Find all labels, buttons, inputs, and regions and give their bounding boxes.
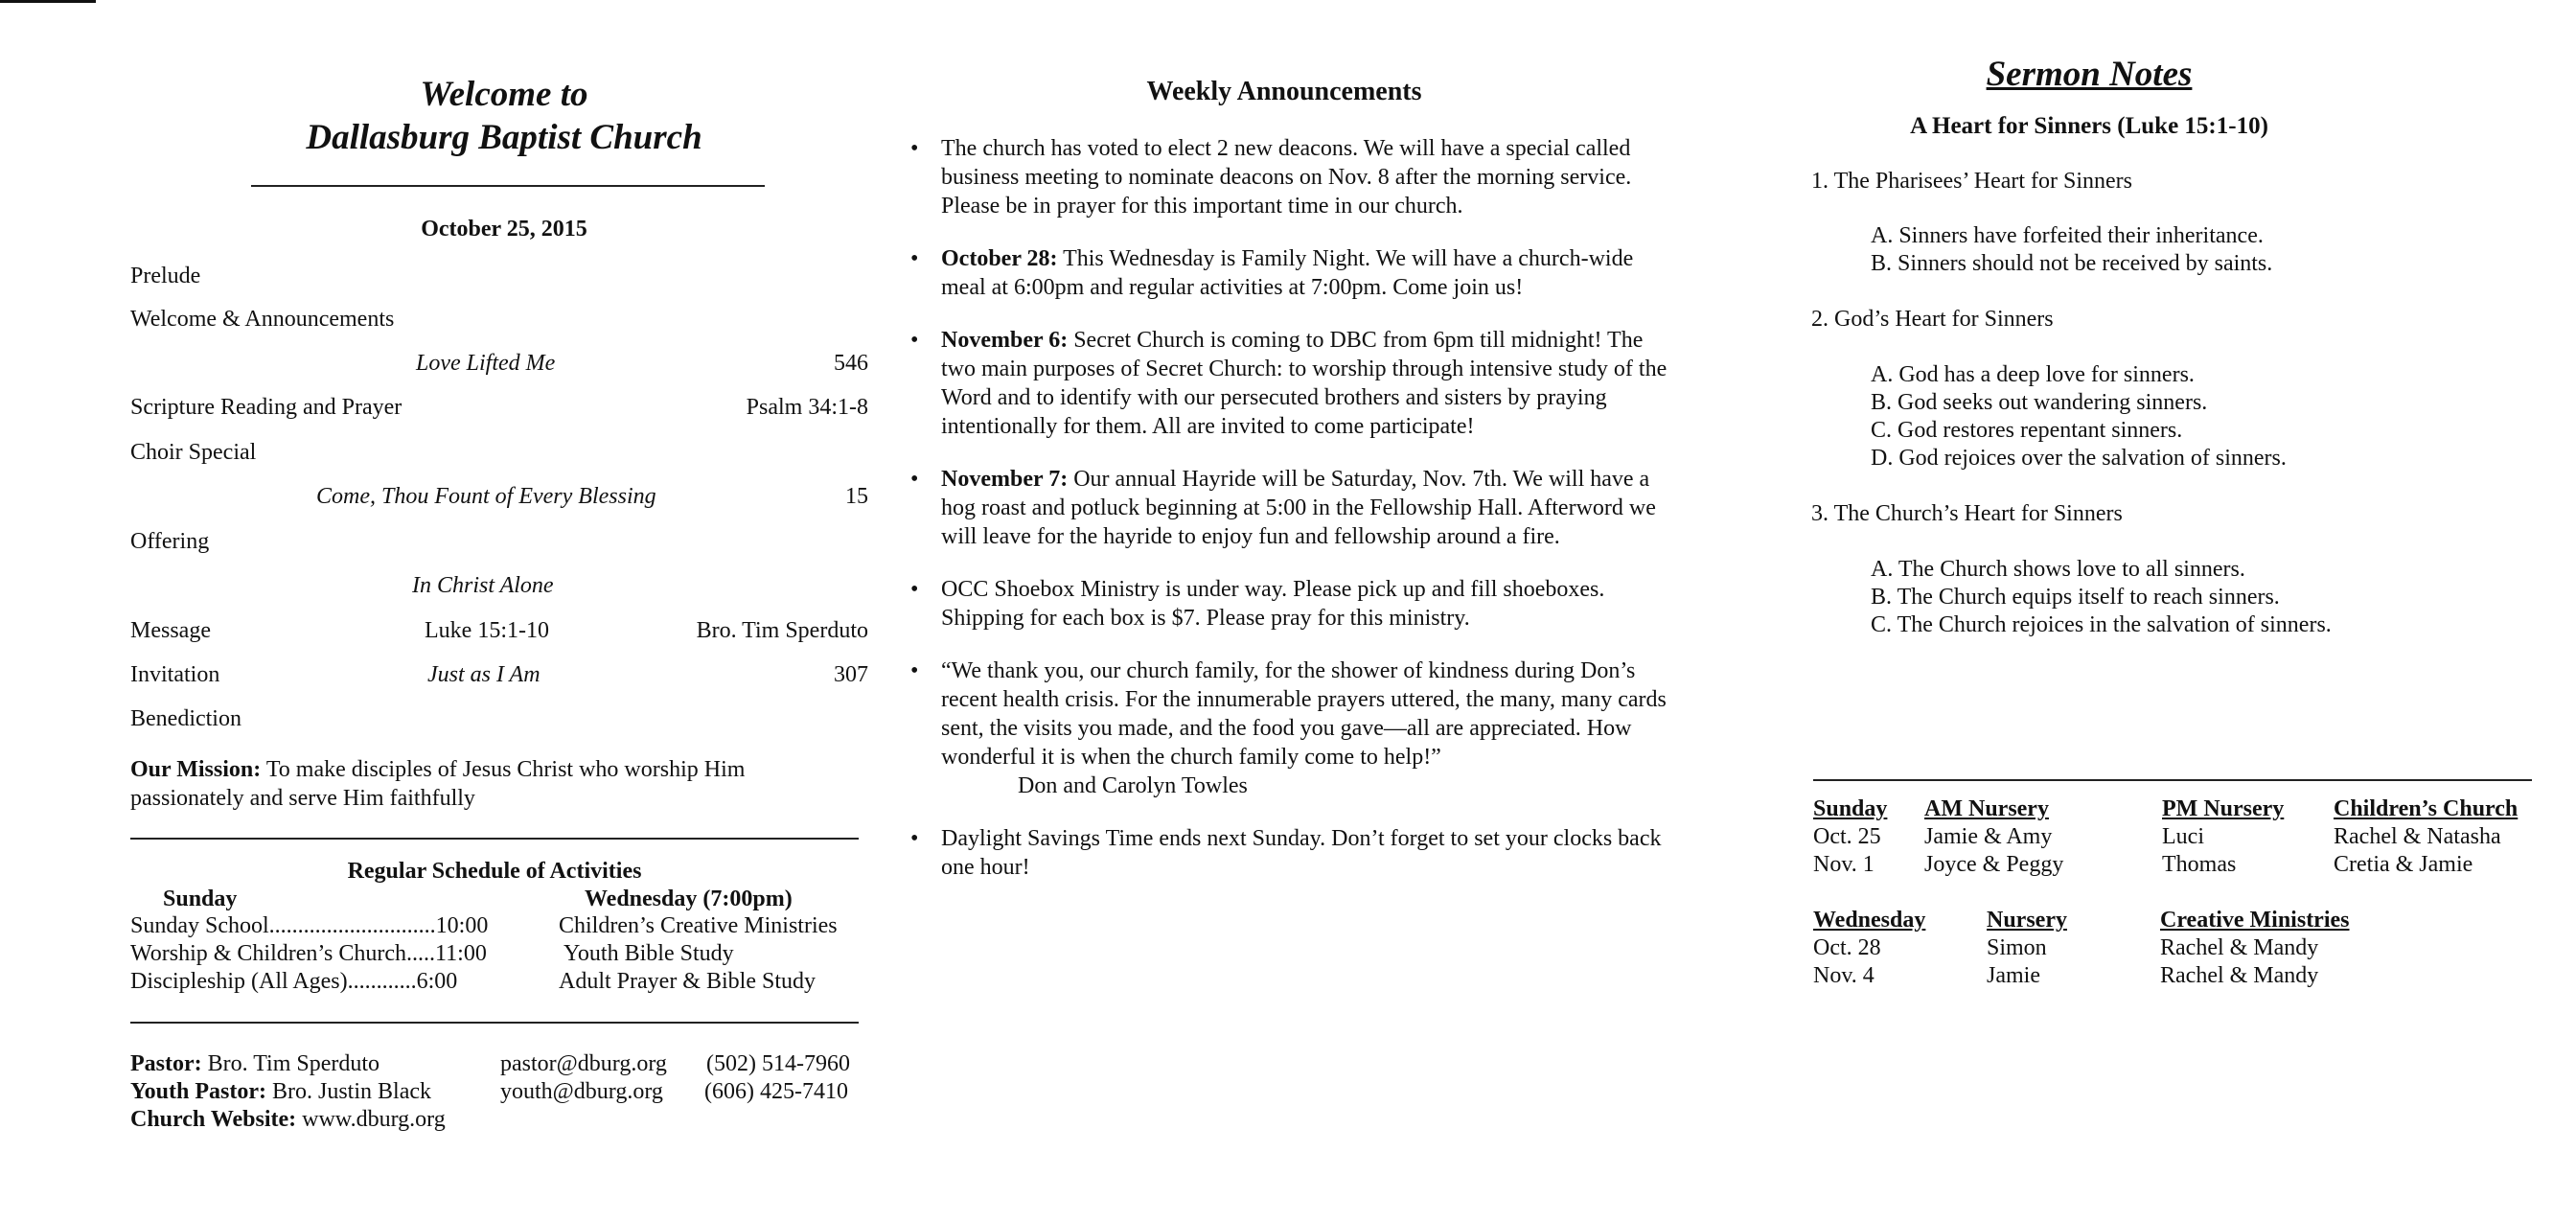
announcements-list [910, 134, 1668, 906]
service-item-invitation: Invitation [130, 662, 220, 687]
youth-pastor-email: youth@dburg.org [500, 1079, 663, 1104]
hymn-title: Come, Thou Fount of Every Blessing [316, 484, 656, 509]
hymn-title: In Christ Alone [412, 573, 554, 598]
announcements-panel [910, 0, 1677, 1221]
announcement-item [910, 134, 1668, 220]
service-item-choir: Choir Special [130, 440, 257, 465]
page-edge-mark [0, 0, 96, 3]
youth-pastor-label: Youth Pastor: [130, 1079, 266, 1104]
sermon-subtitle: A Heart for Sinners (Luke 15:1-10) [1910, 113, 2268, 139]
schedule-sunday-item: Discipleship (All Ages)............6:00 [130, 969, 458, 994]
nursery-cell: Thomas [2162, 852, 2237, 877]
nursery-cell: Rachel & Mandy [2160, 935, 2319, 960]
pastor-label: Pastor: [130, 1051, 202, 1076]
sermon-subpoint: A. Sinners have forfeited their inheritance. [1871, 223, 2264, 248]
sermon-subpoint: B. The Church equips itself to reach sinners. [1871, 585, 2280, 610]
nursery-header: Creative Ministries [2160, 908, 2350, 933]
nursery-cell: Oct. 25 [1813, 824, 1881, 849]
hymn-number: 307 [834, 662, 868, 687]
pastor-phone: (502) 514-7960 [706, 1051, 850, 1076]
hymn-title: Just as I Am [427, 662, 540, 687]
schedule-wednesday-item: Children’s Creative Ministries [559, 913, 838, 938]
nursery-header: AM Nursery [1924, 796, 2049, 821]
nursery-cell: Nov. 1 [1813, 852, 1874, 877]
pastor-email: pastor@dburg.org [500, 1051, 667, 1076]
nursery-header: Children’s Church [2334, 796, 2518, 821]
preacher-name: Bro. Tim Sperduto [696, 618, 868, 643]
website-url: www.dburg.org [296, 1107, 446, 1132]
mission-text: To make disciples of Jesus Christ who worship Him passionately and serve Him faithfully [130, 757, 746, 811]
schedule-wednesday-heading: Wednesday (7:00pm) [585, 887, 793, 911]
schedule-sunday-heading: Sunday [163, 887, 238, 911]
nursery-cell: Rachel & Natasha [2334, 824, 2501, 849]
announcements-title: Weekly Announcements [1146, 77, 1422, 106]
youth-pastor-contact [130, 1079, 431, 1105]
announcement-signature: Don and Carolyn Towles [1018, 773, 1248, 798]
announcement-item [910, 824, 1668, 882]
welcome-panel [130, 0, 868, 1221]
sermon-point-heading: 1. The Pharisees’ Heart for Sinners [1811, 169, 2133, 194]
nursery-cell: Jamie [1987, 963, 2040, 988]
section-divider [130, 838, 859, 840]
sermon-subpoint: C. The Church rejoices in the salvation of sinners. [1871, 612, 2332, 637]
nursery-cell: Nov. 4 [1813, 963, 1874, 988]
nursery-cell: Rachel & Mandy [2160, 963, 2319, 988]
mission-label: Our Mission: [130, 757, 262, 782]
sermon-scripture: Luke 15:1-10 [425, 618, 549, 643]
announcement-item [910, 575, 1668, 633]
pastor-contact [130, 1051, 380, 1077]
nursery-header: Sunday [1813, 796, 1888, 821]
welcome-title-line1: Welcome to [420, 75, 588, 114]
service-item-welcome: Welcome & Announcements [130, 307, 395, 332]
sermon-point-heading: 2. God’s Heart for Sinners [1811, 307, 2054, 332]
hymn-number: 15 [845, 484, 868, 509]
sermon-notes-panel [1811, 0, 2540, 1221]
youth-pastor-name: Bro. Justin Black [266, 1079, 431, 1104]
announcement-item [910, 326, 1668, 441]
announcement-date: November 7: [941, 467, 1069, 492]
schedule-sunday-item: Worship & Children’s Church.....11:00 [130, 941, 487, 966]
sermon-subpoint: A. The Church shows love to all sinners. [1871, 557, 2245, 582]
schedule-sunday-item: Sunday School.............................10:00 [130, 913, 489, 938]
service-item-benediction: Benediction [130, 706, 242, 731]
hymn-title: Love Lifted Me [416, 351, 556, 376]
sermon-subpoint: D. God rejoices over the salvation of sinners. [1871, 446, 2287, 471]
nursery-cell: Oct. 28 [1813, 935, 1881, 960]
announcement-item [910, 465, 1668, 551]
website-label: Church Website: [130, 1107, 297, 1132]
announcement-item [910, 244, 1668, 302]
nursery-cell: Joyce & Peggy [1924, 852, 2064, 877]
service-item-offering: Offering [130, 529, 210, 554]
sermon-point-heading: 3. The Church’s Heart for Sinners [1811, 501, 2123, 526]
nursery-cell: Jamie & Amy [1924, 824, 2053, 849]
bullet-icon: • [910, 577, 919, 602]
announcement-text: Daylight Savings Time ends next Sunday. Don’t forget to set your clocks back one hour! [941, 826, 1662, 880]
nursery-cell: Luci [2162, 824, 2204, 849]
announcement-text: “We thank you, our church family, for the shower of kindness during Don’s recent health crisis. For the innumerable prayers uttered, the many, many cards sent, the visits you made, and the food you gave—all are appreciated. How wonderful it is when the church family come to help!” [941, 658, 1667, 770]
section-divider [130, 1022, 859, 1024]
nursery-header: Wednesday [1813, 908, 1926, 933]
nursery-cell: Cretia & Jamie [2334, 852, 2473, 877]
bullet-icon: • [910, 658, 919, 683]
schedule-wednesday-item: Youth Bible Study [564, 941, 734, 966]
announcement-text: OCC Shoebox Ministry is under way. Please pick up and fill shoeboxes. Shipping for each box is $7. Please pray for this ministry. [941, 577, 1605, 631]
welcome-title-line2: Dallasburg Baptist Church [306, 118, 702, 157]
sermon-subpoint: C. God restores repentant sinners. [1871, 418, 2183, 443]
sermon-subpoint: B. Sinners should not be received by saints. [1871, 251, 2273, 276]
bullet-icon: • [910, 328, 919, 353]
announcement-date: October 28: [941, 246, 1058, 271]
announcement-text: This Wednesday is Family Night. We will have a church-wide meal at 6:00pm and regular activities at 7:00pm. Come join us! [941, 246, 1634, 300]
youth-pastor-phone: (606) 425-7410 [704, 1079, 848, 1104]
sermon-subpoint: B. God seeks out wandering sinners. [1871, 390, 2208, 415]
service-item-message: Message [130, 618, 211, 643]
title-divider [251, 185, 765, 187]
announcement-date: November 6: [941, 328, 1069, 353]
announcement-text: Our annual Hayride will be Saturday, Nov. 7th. We will have a hog roast and potluck beginning at 5:00 in the Fellowship Hall. Afterword we will leave for the hayride to enjoy fun and fellowship around a fire. [941, 467, 1656, 549]
announcement-item [910, 657, 1668, 800]
bullet-icon: • [910, 826, 919, 851]
service-item-scripture: Scripture Reading and Prayer [130, 395, 402, 420]
service-date: October 25, 2015 [421, 217, 587, 242]
service-item-prelude: Prelude [130, 264, 201, 288]
sermon-notes-title: Sermon Notes [1986, 55, 2193, 94]
pastor-name: Bro. Tim Sperduto [201, 1051, 380, 1076]
nursery-cell: Simon [1987, 935, 2047, 960]
church-website [130, 1107, 446, 1133]
mission-statement [130, 755, 849, 813]
announcement-text: The church has voted to elect 2 new deacons. We will have a special called business meeting to nominate deacons on Nov. 8 after the morning service. Please be in prayer for this important time in our church. [941, 136, 1632, 219]
schedule-wednesday-item: Adult Prayer & Bible Study [559, 969, 816, 994]
scripture-reference: Psalm 34:1-8 [746, 395, 868, 420]
announcement-text: Secret Church is coming to DBC from 6pm till midnight! The two main purposes of Secret Church: to worship through intensive study of the Word and to identify with our persecuted brothers and sisters by praying intentionally for them. All are invited to come participate! [941, 328, 1668, 439]
section-divider [1813, 779, 2532, 781]
hymn-number: 546 [834, 351, 868, 376]
bullet-icon: • [910, 246, 919, 271]
bullet-icon: • [910, 467, 919, 492]
nursery-header: Nursery [1987, 908, 2067, 933]
schedule-title: Regular Schedule of Activities [347, 859, 642, 884]
nursery-header: PM Nursery [2162, 796, 2285, 821]
bullet-icon: • [910, 136, 919, 161]
sermon-subpoint: A. God has a deep love for sinners. [1871, 362, 2195, 387]
